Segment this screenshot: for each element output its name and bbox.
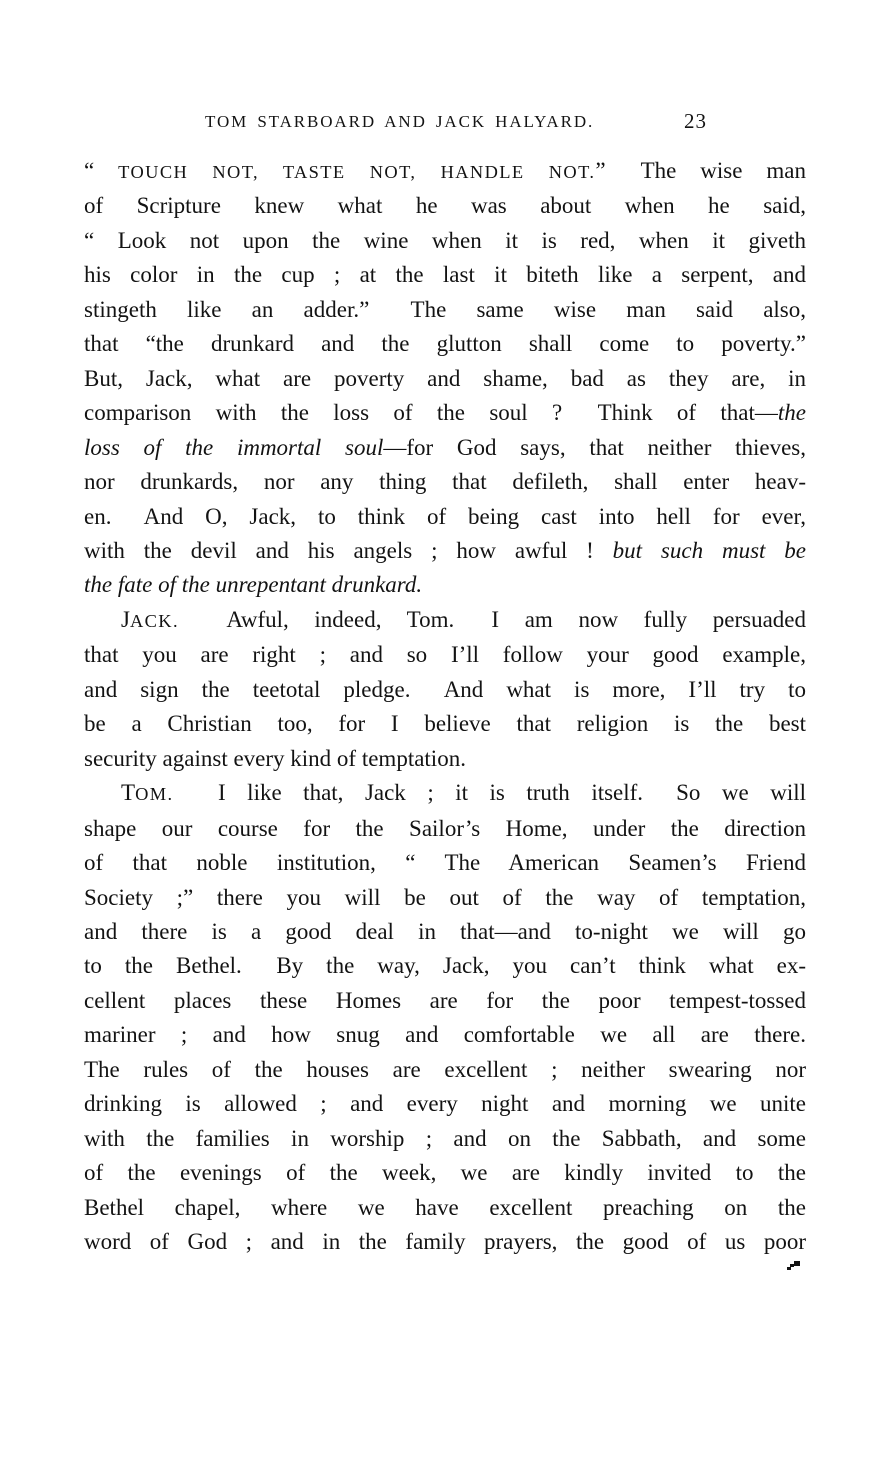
text-segment: But, Jack, what are poverty and shame, bad as they are, in [84,365,806,391]
text-segment: TOUCH NOT, TASTE NOT, HANDLE NOT. [118,162,596,182]
text-line [84,293,806,327]
text-segment: the fate of the unrepentant drunkard. [84,572,423,598]
text-segment: comparison with the loss of the soul ? Think of that— [84,400,778,426]
text-segment: that you are right ; and so I’ll follow your good example, [84,642,806,668]
text-line [84,431,806,465]
text-segment: with the families in worship ; and on the Sabbath, and some [84,1125,806,1151]
text-line [84,915,806,949]
text-line [84,707,806,741]
text-segment: and there is a good deal in that—and to-night we will go [84,918,806,944]
text-segment: but such must be [612,537,806,563]
text-segment: T [121,780,136,806]
text-line [84,673,806,707]
text-line [84,1156,806,1190]
text-segment: Bethel chapel, where we have excellent preaching on the [84,1194,806,1220]
text-segment: of that noble institution, “ The American Seamen’s Friend [84,850,806,876]
text-line [84,881,806,915]
text-segment: “ [84,158,119,183]
text-segment: drinking is allowed ; and every night and morning we unite [84,1091,806,1117]
text-segment: Awful, indeed, Tom. I am now fully persuaded [178,606,806,632]
text-segment: I like that, Jack ; it is truth itself. So we will [173,780,806,806]
text-line [84,812,806,846]
text-line [84,603,806,638]
text-line [84,846,806,880]
text-segment: Society ;” there you will be out of the way of temptation, [84,884,806,910]
text-line [84,776,806,811]
text-segment: mariner ; and how snug and comfortable we all are there. [84,1022,806,1048]
text-line [84,984,806,1018]
text-segment: stingeth like an adder.” The same wise man said also, [84,296,806,322]
text-line [84,949,806,983]
page-number: 23 [684,109,707,133]
paragraph [84,154,806,603]
text-segment: J [121,606,130,632]
text-line [84,534,806,568]
paragraph [84,776,806,1259]
text-line [84,500,806,534]
text-segment: en. And O, Jack, to think of being cast into hell for ever, [84,503,806,529]
text-segment: word of God ; and in the family prayers, the good of us poor [84,1229,806,1255]
text-segment: the [777,400,806,426]
text-line [84,189,806,223]
text-segment: and sign the teetotal pledge. And what is more, I’ll try to [84,676,806,702]
text-line [84,1018,806,1052]
text-segment: nor drunkards, nor any thing that defileth, shall enter heav- [84,469,806,495]
text-line [84,258,806,292]
text-segment: security against every kind of temptation. [84,745,466,771]
text-segment: cellent places these Homes are for the poor tempest-tossed [84,987,806,1013]
running-head: TOM STARBOARD AND JACK HALYARD. [205,112,595,131]
text-line [84,1087,806,1121]
text-line [84,362,806,396]
text-segment: —for God says, that neither thieves, [383,434,807,460]
text-segment: to the Bethel. By the way, Jack, you can’t think what ex- [84,953,806,979]
text-segment: ” The wise man [595,158,806,183]
text-segment: “ Look not upon the wine when it is red, when it giveth [84,227,806,253]
text-segment: OM. [135,784,174,805]
text-segment: his color in the cup ; at the last it biteth like a serpent, and [84,262,806,288]
text-segment: of Scripture knew what he was about when he said, [84,193,806,219]
text-line [84,568,806,602]
text-segment: with the devil and his angels ; how awful ! [84,537,613,563]
text-segment: of the evenings of the week, we are kindly invited to the [84,1160,806,1186]
text-segment: shape our course for the Sailor’s Home, under the direction [84,815,806,841]
text-line [84,154,806,189]
text-line [84,1225,806,1259]
text-line [84,327,806,361]
text-line [84,1191,806,1225]
text-line [84,638,806,672]
text-segment: ACK. [129,610,179,631]
text-line [84,224,806,258]
text-segment: The rules of the houses are excellent ; neither swearing nor [84,1056,806,1082]
text-segment: be a Christian too, for I believe that religion is the best [84,711,806,737]
text-line [84,1053,806,1087]
text-line [84,1122,806,1156]
text-segment: that “the drunkard and the glutton shall come to poverty.” [84,331,806,357]
ink-speck-artifact [790,1264,794,1267]
text-segment: loss of the immortal soul [84,434,384,460]
paragraph [84,603,806,776]
text-line [84,465,806,499]
text-line [84,742,806,776]
text-line [84,396,806,430]
page-text [84,154,806,1260]
